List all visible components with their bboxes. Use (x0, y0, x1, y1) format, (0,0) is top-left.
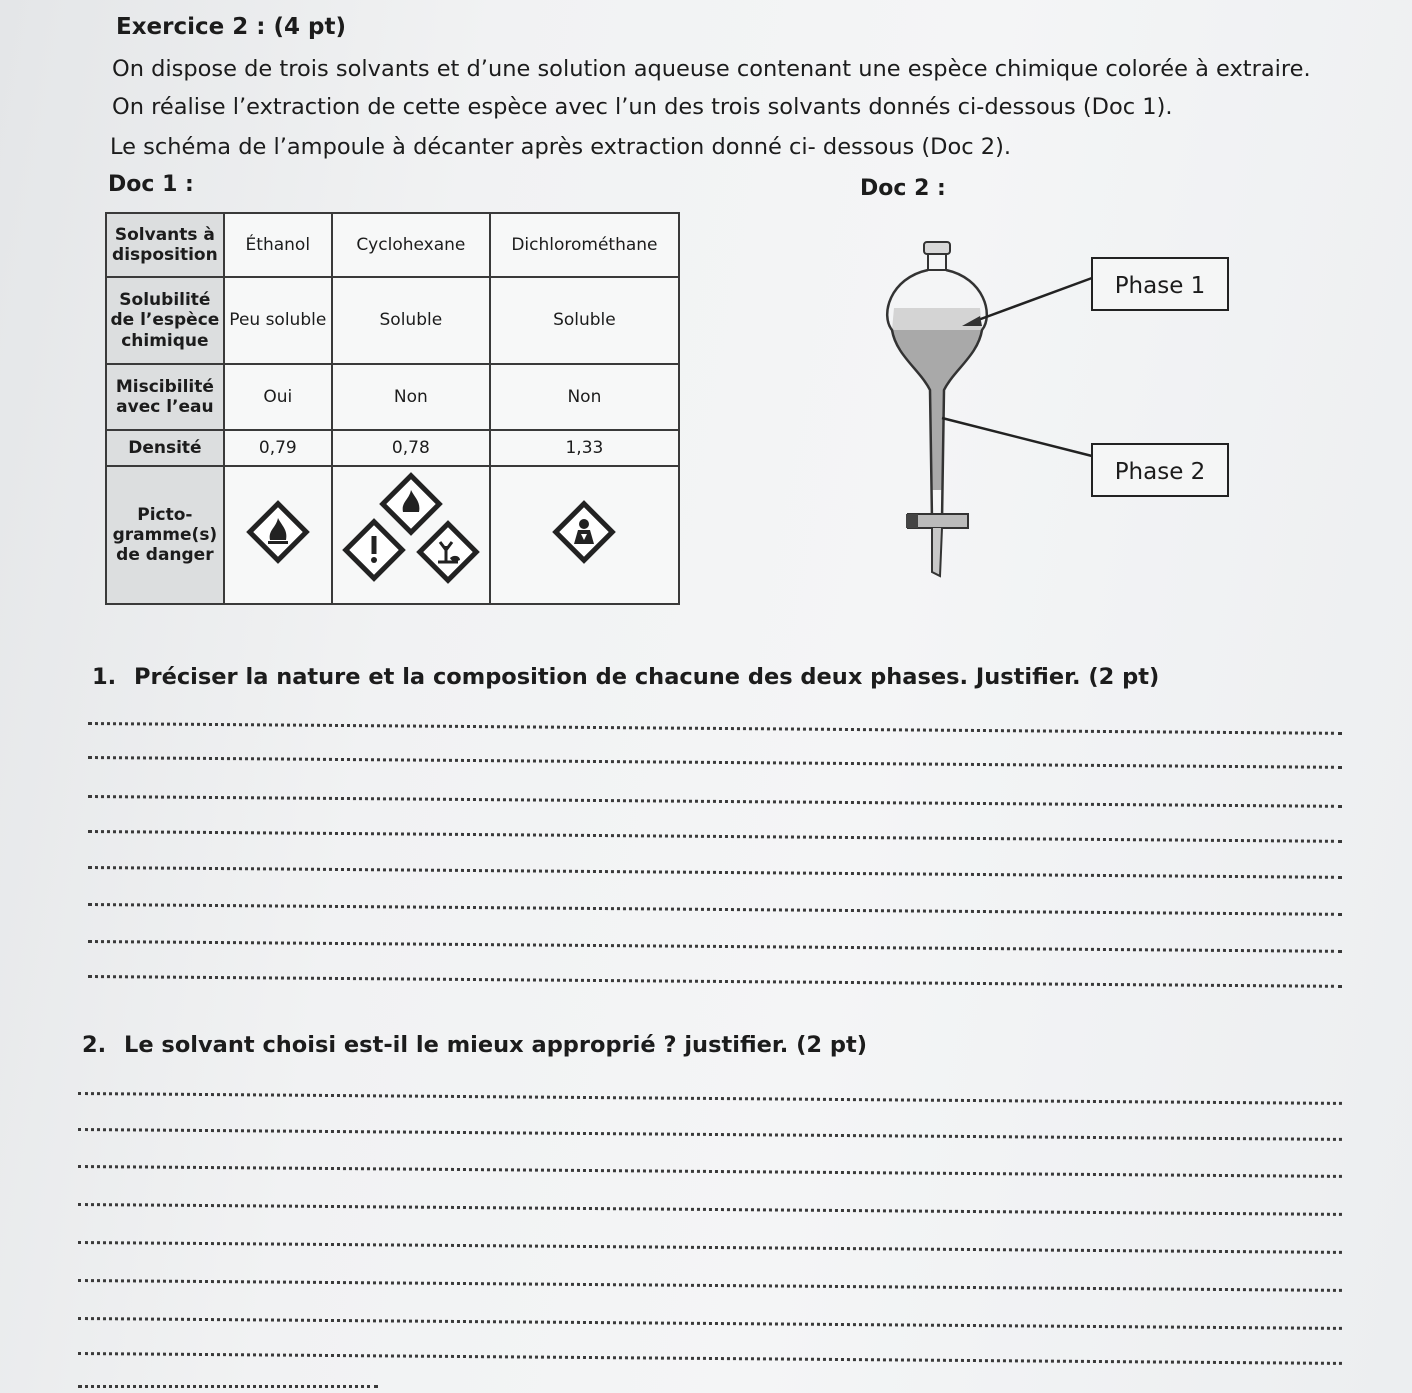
answer-line[interactable] (78, 1092, 1342, 1105)
doc1-label: Doc 1 : (108, 172, 194, 197)
intro-line-1: On dispose de trois solvants et d’une solution aqueuse contenant une espèce chimique colorée à extraire. (112, 56, 1311, 82)
phase-2-pointer (942, 418, 1092, 456)
cyclohexane-pictograms (336, 472, 486, 592)
table-header-row (106, 213, 679, 277)
question-text: Préciser la nature et la composition de chacune des deux phases. Justifier. (2 pt) (134, 664, 1160, 690)
answer-line[interactable] (88, 903, 1342, 916)
answer-line[interactable] (88, 756, 1342, 769)
intro-line-2: On réalise l’extraction de cette espèce avec l’un des trois solvants donnés ci-dessous (Doc 1). (112, 94, 1173, 120)
doc2-label: Doc 2 : (860, 176, 946, 201)
answer-line[interactable] (78, 1165, 1342, 1178)
answer-line[interactable] (88, 795, 1342, 808)
stopcock-handle (906, 514, 918, 528)
intro-line-3: Le schéma de l’ampoule à décanter après extraction donné ci- dessous (Doc 2). (110, 134, 1012, 160)
answer-line[interactable] (78, 1203, 1342, 1216)
answer-line[interactable] (88, 722, 1342, 735)
table-row (106, 364, 679, 430)
table-cell: Non (332, 364, 490, 430)
phase-2-label: Phase 2 (1114, 459, 1206, 485)
table-cell: 0,79 (224, 430, 332, 466)
table-row (106, 466, 679, 604)
header-cell: Dichlorométhane (490, 213, 679, 277)
phase-1-liquid (892, 308, 982, 330)
table-cell: Soluble (490, 277, 679, 363)
question-2 (82, 1032, 867, 1058)
answer-line[interactable] (78, 1128, 1342, 1141)
table-cell: 1,33 (490, 430, 679, 466)
phase-1-label: Phase 1 (1114, 273, 1206, 299)
row-label: Densité (106, 430, 224, 466)
table-cell (332, 466, 490, 604)
separatory-funnel-diagram (870, 230, 1250, 594)
table-row (106, 430, 679, 466)
exclamation-pictogram-icon (346, 522, 403, 579)
table-cell: Soluble (332, 277, 490, 363)
phase-1-pointer (978, 278, 1092, 320)
answer-line[interactable] (78, 1317, 1342, 1330)
answer-line[interactable] (78, 1352, 1342, 1365)
table-cell (224, 466, 332, 604)
header-cell: Éthanol (224, 213, 332, 277)
answer-line[interactable] (88, 940, 1342, 953)
answer-line[interactable] (88, 975, 1342, 988)
flame-pictogram-icon (383, 476, 440, 533)
table-cell: 0,78 (332, 430, 490, 466)
solvents-table (105, 212, 680, 605)
table-cell: Oui (224, 364, 332, 430)
row-label: Miscibilité avec l’eau (106, 364, 224, 430)
exercise-title: Exercice 2 : (4 pt) (116, 14, 346, 40)
row-label: Picto-gramme(s) de danger (106, 466, 224, 604)
stem-tip (932, 528, 942, 576)
question-text: Le solvant choisi est-il le mieux approprié ? justifier. (2 pt) (124, 1032, 868, 1058)
neck-shape (928, 254, 946, 270)
question-1 (92, 664, 1159, 690)
health-hazard-pictogram-icon (552, 500, 616, 564)
phase-2-liquid (892, 330, 982, 490)
answer-line[interactable] (78, 1279, 1342, 1292)
stopper-shape (924, 242, 950, 254)
answer-line[interactable] (78, 1385, 378, 1388)
funnel-svg (870, 230, 1250, 590)
table-cell (490, 466, 679, 604)
question-number: 1. (92, 664, 117, 690)
row-label: Solubilité de l’espèce chimique (106, 277, 224, 363)
question-number: 2. (82, 1032, 107, 1058)
environment-pictogram-icon (420, 524, 477, 581)
table-row (106, 277, 679, 363)
table-cell: Non (490, 364, 679, 430)
header-cell: Cyclohexane (332, 213, 490, 277)
answer-line[interactable] (88, 866, 1342, 879)
table-cell: Peu soluble (224, 277, 332, 363)
flame-pictogram-icon (246, 500, 310, 564)
answer-line[interactable] (78, 1241, 1342, 1254)
header-cell: Solvants à disposition (106, 213, 224, 277)
answer-line[interactable] (88, 830, 1342, 843)
